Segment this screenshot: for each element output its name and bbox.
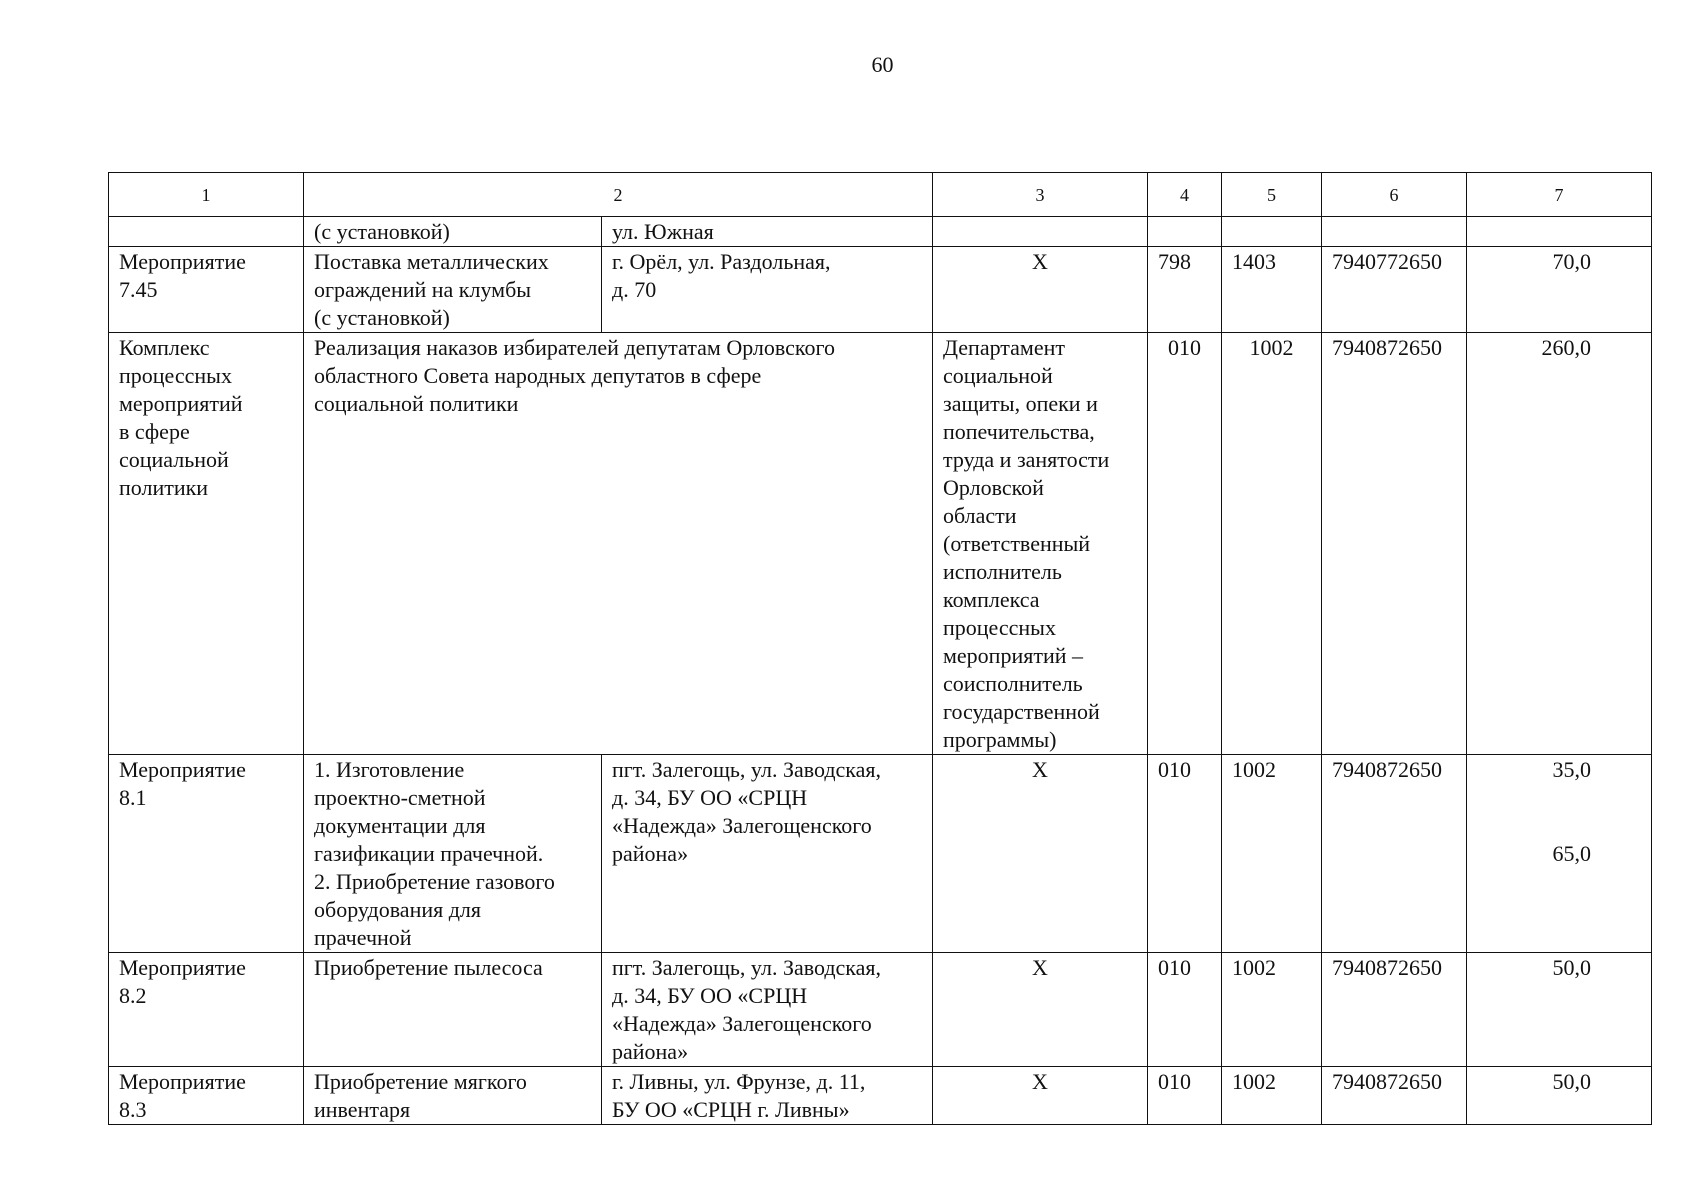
executor-cell: X — [933, 755, 1148, 953]
activity-address: г. Ливны, ул. Фрунзе, д. 11, БУ ОО «СРЦН г. Ливны» — [602, 1067, 933, 1125]
code-cell: 1002 — [1222, 1067, 1322, 1125]
amount-cell: 50,0 — [1467, 1067, 1652, 1125]
amount-cell: 50,0 — [1467, 953, 1652, 1067]
activity-label: Мероприятие 8.1 — [109, 755, 304, 953]
activity-name: (с установкой) — [304, 217, 602, 247]
code-cell: 1002 — [1222, 333, 1322, 755]
header-cell: 3 — [933, 173, 1148, 217]
data-table — [108, 172, 1652, 1125]
header-cell: 5 — [1222, 173, 1322, 217]
activity-name: Поставка металлических ограждений на клумбы (с установкой) — [304, 247, 602, 333]
executor-cell: Департамент социальной защиты, опеки и попечительства, труда и занятости Орловской области (ответственный исполнитель комплекса процессных мероприятий – соисполнитель государственной программы) — [933, 333, 1148, 755]
activity-address: г. Орёл, ул. Раздольная, д. 70 — [602, 247, 933, 333]
code-cell: 7940772650 — [1322, 247, 1467, 333]
amount-cell — [1467, 755, 1652, 953]
activity-address: ул. Южная — [602, 217, 933, 247]
amount-value: 65,0 — [1552, 841, 1591, 866]
activity-label: Комплекс процессных мероприятий в сфере социальной политики — [109, 333, 304, 755]
code-cell: 010 — [1148, 953, 1222, 1067]
code-cell: 010 — [1148, 1067, 1222, 1125]
table-row — [109, 755, 1652, 953]
page-number: 60 — [871, 52, 894, 77]
code-cell: 7940872650 — [1322, 953, 1467, 1067]
activity-label: Мероприятие 8.3 — [109, 1067, 304, 1125]
activity-address: пгт. Залегощь, ул. Заводская, д. 34, БУ ОО «СРЦН «Надежда» Залегощенского района» — [602, 953, 933, 1067]
table-row — [109, 247, 1652, 333]
amount-value: 35,0 — [1552, 757, 1591, 782]
activity-name: Приобретение мягкого инвентаря — [304, 1067, 602, 1125]
activity-name: Приобретение пылесоса — [304, 953, 602, 1067]
amount-cell: 70,0 — [1467, 247, 1652, 333]
header-cell: 4 — [1148, 173, 1222, 217]
activity-label: Мероприятие 7.45 — [109, 247, 304, 333]
code-cell: 7940872650 — [1322, 1067, 1467, 1125]
header-row — [109, 173, 1652, 217]
executor-cell: X — [933, 247, 1148, 333]
header-cell: 1 — [109, 173, 304, 217]
code-cell: 010 — [1148, 333, 1222, 755]
table-row — [109, 333, 1652, 755]
activity-name: 1. Изготовление проектно-сметной документации для газификации прачечной. 2. Приобретение газового оборудования для прачечной — [304, 755, 602, 953]
code-cell: 010 — [1148, 755, 1222, 953]
table-row — [109, 217, 1652, 247]
code-cell: 1002 — [1222, 953, 1322, 1067]
code-cell: 1403 — [1222, 247, 1322, 333]
executor-cell: X — [933, 1067, 1148, 1125]
activity-name: Реализация наказов избирателей депутатам Орловского областного Совета народных депутатов в сфере социальной политики — [304, 333, 933, 755]
executor-cell: X — [933, 953, 1148, 1067]
header-cell: 6 — [1322, 173, 1467, 217]
table-row — [109, 953, 1652, 1067]
header-cell: 2 — [304, 173, 933, 217]
activity-address: пгт. Залегощь, ул. Заводская, д. 34, БУ ОО «СРЦН «Надежда» Залегощенского района» — [602, 755, 933, 953]
code-cell: 7940872650 — [1322, 755, 1467, 953]
header-cell: 7 — [1467, 173, 1652, 217]
amount-cell: 260,0 — [1467, 333, 1652, 755]
activity-label: Мероприятие 8.2 — [109, 953, 304, 1067]
code-cell: 7940872650 — [1322, 333, 1467, 755]
code-cell: 798 — [1148, 247, 1222, 333]
table-row — [109, 1067, 1652, 1125]
code-cell: 1002 — [1222, 755, 1322, 953]
